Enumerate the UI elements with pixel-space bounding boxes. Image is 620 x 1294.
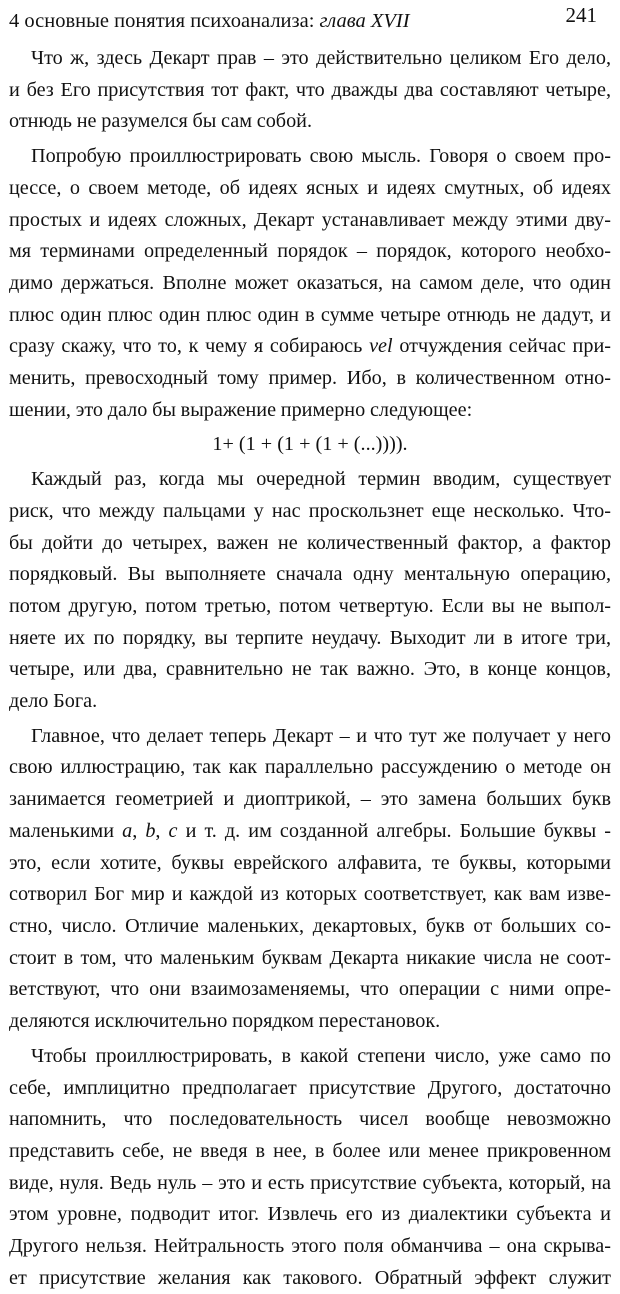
text-line: отнюдь не разумелся бы сам собой. bbox=[9, 110, 313, 133]
text-line: этом уровне, подводит итог. Извлечь его из диалектики субъекта и bbox=[9, 1203, 611, 1226]
text-line: дело Бога. bbox=[9, 690, 98, 713]
running-title-text: 4 основные понятия психоанализа: bbox=[9, 10, 320, 32]
text-line: Каждый раз, когда мы очередной термин вводим, существует bbox=[31, 468, 611, 491]
text-line: это, если хотите, буквы еврейского алфавита, те буквы, которыми bbox=[9, 851, 611, 874]
italic-letter: c bbox=[168, 819, 178, 842]
running-header bbox=[9, 0, 611, 38]
text-line: димо держаться. Вполне может оказаться, на самом деле, что один bbox=[9, 271, 611, 294]
text-segment: отчуждения сейчас при- bbox=[392, 335, 611, 358]
text-line: Чтобы проиллюстрировать, в какой степени число, уже само по bbox=[31, 1044, 611, 1067]
paragraph bbox=[9, 141, 611, 426]
text-line: ветствуют, что они взаимозаменяемы, что операции с ними опре- bbox=[9, 978, 611, 1001]
running-title bbox=[9, 6, 410, 36]
text-line: потом другую, потом третью, потом четвертую. Если вы не выпол- bbox=[9, 594, 611, 617]
italic-letter: b bbox=[145, 819, 156, 842]
formula: 1+ (1 + (1 + (1 + (...)))). bbox=[212, 433, 408, 456]
text-line: цессе, о своем методе, об идеях ясных и идеях смутных, об идеях bbox=[9, 176, 611, 199]
paragraph bbox=[9, 464, 611, 718]
text-line: стоит в том, что маленьким буквам Декарта никакие числа не соот- bbox=[9, 946, 611, 969]
text-line: напомнить, что последовательность чисел вообще невозможно bbox=[9, 1108, 611, 1131]
text-line bbox=[9, 816, 611, 848]
text-segment: , bbox=[155, 819, 169, 842]
text-line: занимается геометрией и диоптрикой, – это замена больших букв bbox=[9, 788, 611, 811]
text-line: себе, имплицитно предполагает присутствие Другого, достаточно bbox=[9, 1076, 611, 1099]
paragraph bbox=[9, 43, 611, 138]
text-line: деляются исключительно порядком перестановок. bbox=[9, 1010, 441, 1033]
running-title-chapter: глава XVII bbox=[319, 10, 410, 32]
italic-term: vel bbox=[369, 335, 393, 358]
text-line: менить, превосходный тому пример. Ибо, в количественном отно- bbox=[9, 367, 611, 390]
text-line: порядковый. Вы выполняете сначала одну ментальную операцию, bbox=[9, 563, 611, 586]
text-line: бы дойти до четырех, важен не количественный фактор, а фактор bbox=[9, 531, 611, 554]
text-line: ет присутствие желания как такового. Обратный эффект служит bbox=[9, 1266, 611, 1289]
text-line: риск, что между пальцами у нас проскользнет еще несколько. Что- bbox=[9, 499, 611, 522]
text-line: мя терминами определенный порядок – порядок, которого необхо- bbox=[9, 240, 611, 263]
paragraph bbox=[9, 1041, 611, 1294]
text-segment: , bbox=[132, 819, 146, 842]
text-segment: маленькими bbox=[9, 819, 123, 842]
text-line: простых и идеях сложных, Декарт устанавливает между этими дву- bbox=[9, 208, 611, 231]
text-line: четыре, или два, сравнительно не так важно. Это, в конце концов, bbox=[9, 658, 611, 681]
text-segment: сразу скажу, что то, к чему я собираюсь bbox=[9, 335, 370, 358]
text-line: и без Его присутствия тот факт, что дважды два составляют четыре, bbox=[9, 78, 611, 101]
text-line: плюс один плюс один плюс один в сумме четыре отнюдь не дадут, и bbox=[9, 303, 611, 326]
text-line: стно, число. Отличие маленьких, декартовых, букв от больших со- bbox=[9, 914, 611, 937]
text-line: виде, нуля. Ведь нуль – это и есть присутствие субъекта, который, на bbox=[9, 1171, 611, 1194]
text-segment: и т. д. им созданной алгебры. Большие буквы - bbox=[177, 819, 612, 842]
text-line: Главное, что делает теперь Декарт – и что тут же получает у него bbox=[31, 724, 611, 747]
text-line: шении, это дало бы выражение примерно следующее: bbox=[9, 398, 473, 421]
page-number: 241 bbox=[565, 3, 597, 27]
text-line: свою иллюстрацию, так как параллельно рассуждению о методе он bbox=[9, 756, 611, 779]
text-line: Другого нельзя. Нейтральность этого поля обманчива – она скрыва- bbox=[9, 1235, 611, 1258]
text-line: представить себе, не введя в нее, в более или менее прикровенном bbox=[9, 1139, 611, 1162]
body-text bbox=[9, 43, 611, 1294]
text-line: Что ж, здесь Декарт прав – это действительно целиком Его дело, bbox=[31, 47, 611, 69]
text-line: няете их по порядку, вы терпите неудачу. Выходит ли в итоге три, bbox=[9, 626, 611, 649]
text-line: Попробую проиллюстрировать свою мысль. Говоря о своем про- bbox=[31, 145, 611, 168]
paragraph bbox=[9, 721, 611, 1038]
text-line: сотворил Бог мир и каждой из которых соответствует, как вам изве- bbox=[9, 883, 611, 906]
italic-letter: a bbox=[122, 819, 133, 842]
text-line bbox=[9, 331, 611, 363]
